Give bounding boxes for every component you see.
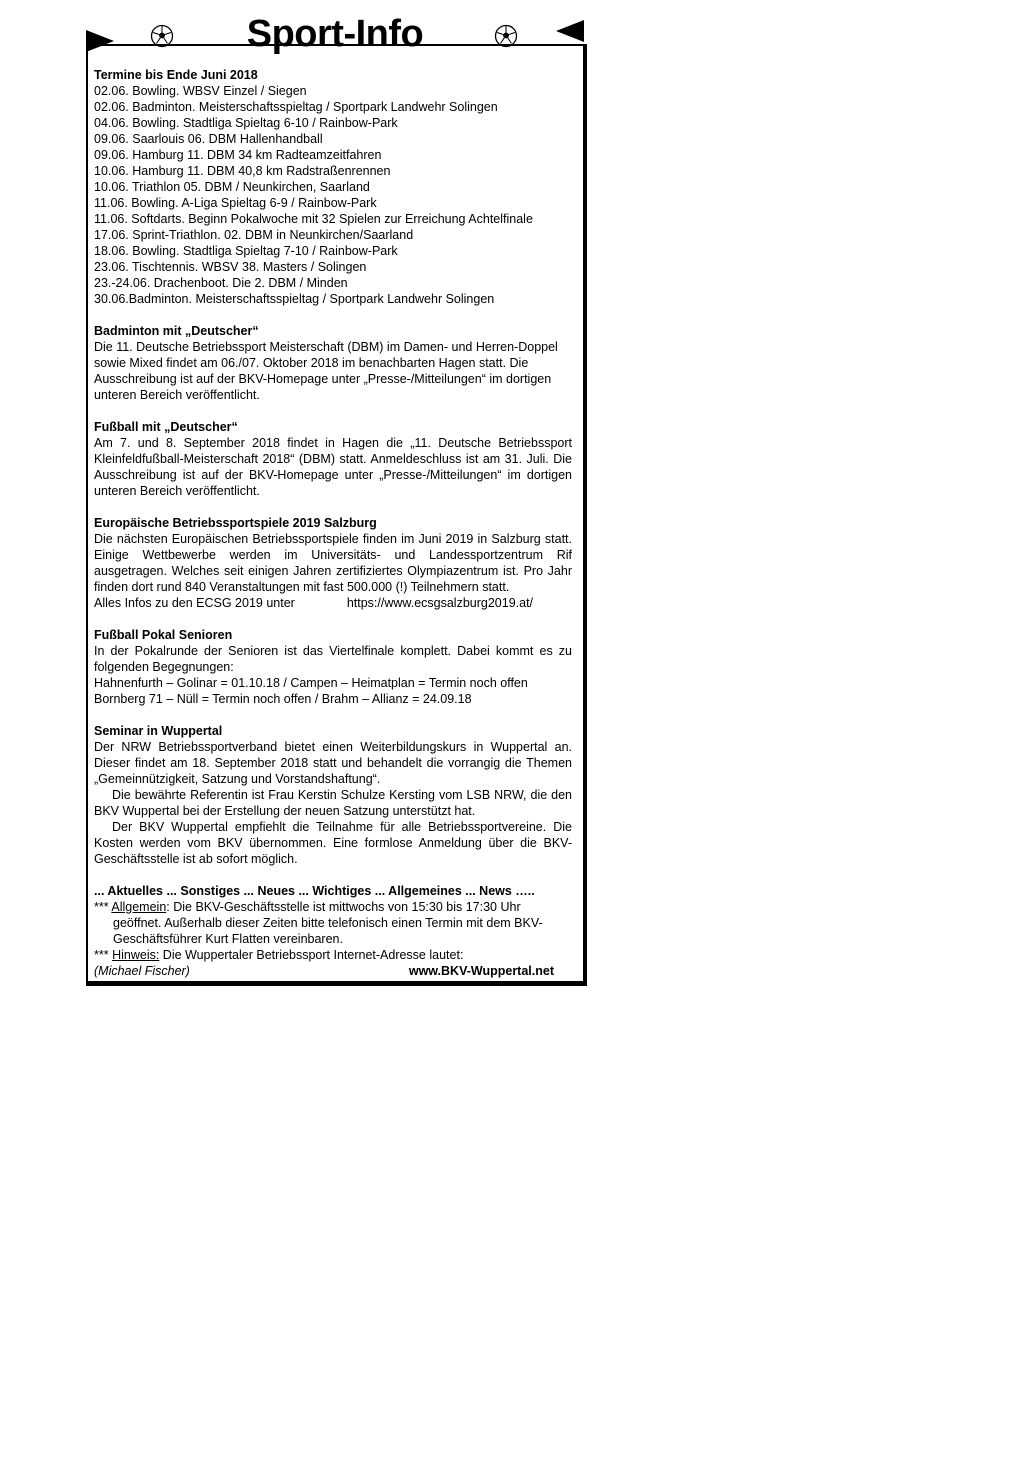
pennant-right-icon (556, 20, 584, 42)
termine-item: 09.06. Hamburg 11. DBM 34 km Radteamzeitfahren (94, 148, 382, 162)
seminar-heading: Seminar in Wuppertal (94, 724, 223, 738)
termine-item: 04.06. Bowling. Stadtliga Spieltag 6-10 / Rainbow-Park (94, 116, 398, 130)
termine-item: 10.06. Hamburg 11. DBM 40,8 km Radstraßenrennen (94, 164, 391, 178)
seminar-p2: Die bewährte Referentin ist Frau Kerstin Schulze Kersting vom LSB NRW, die den BKV Wuppertal bei der Erstellung der neuen Satzung unterstützt hat. (94, 788, 572, 818)
termine-item: 17.06. Sprint-Triathlon. 02. DBM in Neunkirchen/Saarland (94, 228, 414, 242)
termine-item: 10.06. Triathlon 05. DBM / Neunkirchen, Saarland (94, 180, 370, 194)
termine-item: 11.06. Softdarts. Beginn Pokalwoche mit 32 Spielen zur Erreichung Achtelfinale (94, 212, 533, 226)
pokal-text: In der Pokalrunde der Senioren ist das Viertelfinale komplett. Dabei kommt es zu folgenden Begegnungen: (94, 644, 572, 674)
news-item-allgemein (94, 899, 572, 947)
news-text: : Die BKV-Geschäftsstelle ist mittwochs von 15:30 bis 17:30 Uhr geöffnet. Außerhalb dieser Zeiten bitte telefonisch einen Termin mit dem BKV-Geschäftsführer Kurt Flatten vereinbaren. (113, 900, 543, 946)
europa-link-line (94, 595, 572, 611)
badminton-text: Die 11. Deutsche Betriebssport Meisterschaft (DBM) im Damen- und Herren-Doppel sowie Mixed findet am 06./07. Oktober 2018 im benachbarten Hagen statt. Die Ausschreibung ist auf der BKV-Homepage unter „Presse-/Mitteilungen“ im dortigen unteren Bereich veröffentlicht. (94, 340, 558, 402)
termine-heading: Termine bis Ende Juni 2018 (94, 68, 258, 82)
europa-link[interactable]: https://www.ecsgsalzburg2019.at/ (346, 596, 534, 610)
news-stars: *** (94, 948, 109, 962)
news-stars: *** (94, 900, 109, 914)
badminton-heading: Badminton mit „Deutscher“ (94, 324, 259, 338)
news-text: Die Wuppertaler Betriebssport Internet-Adresse lautet: (159, 948, 464, 962)
pokal-match: Bornberg 71 – Nüll = Termin noch offen / Brahm – Allianz = 24.09.18 (94, 692, 472, 706)
pokal-match: Hahnenfurth – Golinar = 01.10.18 / Campen – Heimatplan = Termin noch offen (94, 676, 528, 690)
europa-text: Die nächsten Europäischen Betriebssportspiele finden im Juni 2019 in Salzburg statt. Einige Wettbewerbe werden im Universitäts- und Landessportzentrum Rif ausgetragen. Welches seit einigen Jahren zertifiziertes Olympiazentrum ist. Pro Jahr finden dort rund 840 Veranstaltungen mit fast 500.000 (!) Teilnehmern statt. (94, 532, 572, 594)
seminar-p1: Der NRW Betriebssportverband bietet einen Weiterbildungskurs in Wuppertal an. Dieser findet am 18. September 2018 statt und behandelt die vorrangig die Themen „Gemeinnützigkeit, Satzung und Vorstandshaftung“. (94, 740, 572, 786)
pokal-heading: Fußball Pokal Senioren (94, 628, 233, 642)
article-body (94, 67, 572, 979)
news-label: Hinweis: (112, 948, 160, 962)
fussball-text: Am 7. und 8. September 2018 findet in Hagen die „11. Deutsche Betriebssport Kleinfeldfußball-Meisterschaft 2018“ (DBM) statt. Anmeldeschluss ist am 31. Juli. Die Ausschreibung ist auf der BKV-Homepage unter „Presse-/Mitteilungen“ im dortigen unteren Bereich veröffentlicht. (94, 436, 572, 498)
termine-item: 02.06. Bowling. WBSV Einzel / Siegen (94, 84, 307, 98)
news-item-hinweis (94, 947, 572, 963)
termine-item: 23.-24.06. Drachenboot. Die 2. DBM / Minden (94, 276, 348, 290)
termine-item: 30.06.Badminton. Meisterschaftsspieltag / Sportpark Landwehr Solingen (94, 292, 495, 306)
website-link[interactable]: www.BKV-Wuppertal.net (408, 964, 554, 978)
termine-item: 02.06. Badminton. Meisterschaftsspieltag / Sportpark Landwehr Solingen (94, 100, 498, 114)
termine-item: 18.06. Bowling. Stadtliga Spieltag 7-10 / Rainbow-Park (94, 244, 398, 258)
fussball-heading: Fußball mit „Deutscher“ (94, 420, 238, 434)
news-label: Allgemein (111, 900, 167, 914)
author: (Michael Fischer) (94, 964, 190, 978)
termine-item: 09.06. Saarlouis 06. DBM Hallenhandball (94, 132, 323, 146)
seminar-p3: Der BKV Wuppertal empfiehlt die Teilnahme für alle Betriebssportvereine. Die Kosten werden vom BKV übernommen. Eine formlose Anmeldung über die BKV-Geschäftsstelle ist ab sofort möglich. (94, 820, 572, 866)
termine-item: 11.06. Bowling. A-Liga Spieltag 6-9 / Rainbow-Park (94, 196, 377, 210)
page-title: Sport-Info (246, 13, 424, 55)
europa-link-prefix: Alles Infos zu den ECSG 2019 unter (94, 596, 295, 610)
termine-item: 23.06. Tischtennis. WBSV 38. Masters / Solingen (94, 260, 367, 274)
news-heading: ... Aktuelles ... Sonstiges ... Neues ... Wichtiges ... Allgemeines ... News ….. (94, 884, 535, 898)
europa-heading: Europäische Betriebssportspiele 2019 Salzburg (94, 516, 377, 530)
footer (94, 963, 572, 979)
